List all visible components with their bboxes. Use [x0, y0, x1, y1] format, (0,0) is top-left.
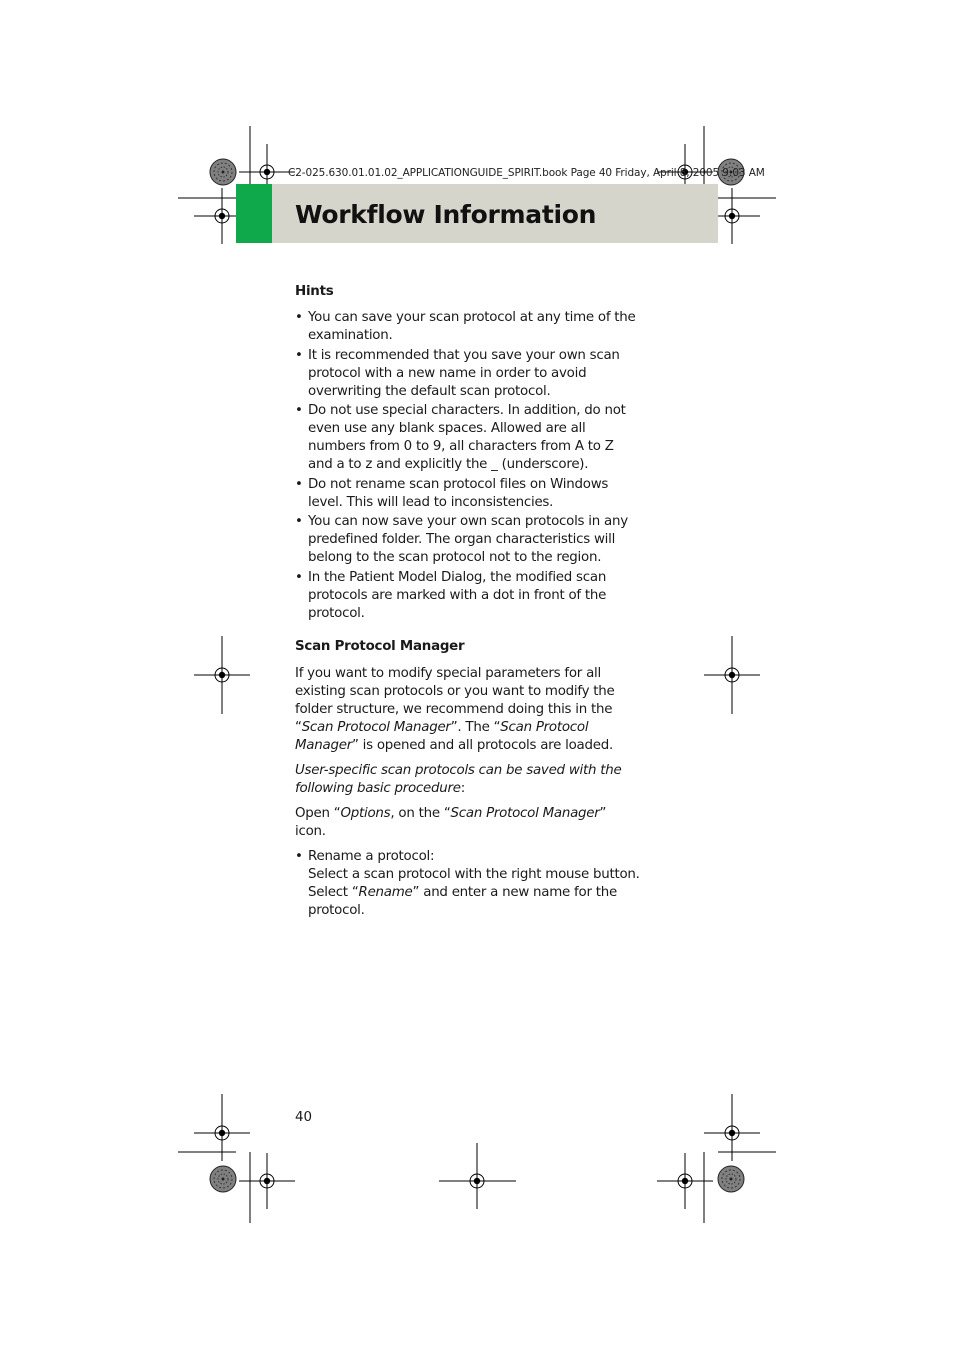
list-item: • In the Patient Model Dialog, the modified scan protocols are marked with a dot in front of the protocol.	[295, 569, 640, 623]
print-slug: C2-025.630.01.01.02_APPLICATIONGUIDE_SPIRIT.book Page 40 Friday, April 8, 2005 9:03 AM	[288, 167, 765, 179]
hints-heading: Hints	[295, 284, 334, 299]
procedure-intro: User-specific scan protocols can be saved with the following basic procedure:	[295, 762, 622, 796]
intro-paragraph: If you want to modify special parameters for all existing scan protocols or you want to modify the folder structure, we recommend doing this in the “Scan Protocol Manager”. The “Scan Protocol Manager” is opened and all protocols are loaded.	[295, 665, 615, 753]
list-item: • Do not rename scan protocol files on Windows level. This will lead to inconsistencies.	[295, 476, 640, 512]
list-item: • Rename a protocol: Select a scan protocol with the right mouse button. Select “Rename” and enter a new name for the protocol.	[295, 848, 640, 920]
hints-list	[295, 309, 640, 623]
registration-crosshair-icon	[704, 1105, 760, 1161]
main-content	[295, 282, 640, 920]
scan-protocol-manager-heading: Scan Protocol Manager	[295, 638, 465, 654]
header-accent-bar	[236, 184, 272, 243]
list-item: • It is recommended that you save your own scan protocol with a new name in order to avoid overwriting the default scan protocol.	[295, 347, 640, 401]
color-target-icon	[718, 1166, 744, 1192]
procedure-list	[295, 848, 640, 920]
page-number: 40	[295, 1110, 313, 1125]
page-title: Workflow Information	[295, 200, 597, 229]
registration-crosshair-icon	[239, 1153, 295, 1209]
registration-crosshair-icon	[657, 1153, 713, 1209]
list-item: • Do not use special characters. In addition, do not even use any blank spaces. Allowed are all numbers from 0 to 9, all characters from A to Z and a to z and explicitly the _ (underscore).	[295, 402, 640, 474]
open-step: Open “Options, on the “Scan Protocol Manager” icon.	[295, 805, 607, 839]
registration-crosshair-icon	[194, 1105, 250, 1161]
color-target-icon	[210, 1166, 236, 1192]
color-target-icon	[210, 159, 236, 185]
list-item: • You can now save your own scan protocols in any predefined folder. The organ characteristics will belong to the scan protocol not to the region.	[295, 513, 640, 567]
list-item: • You can save your scan protocol at any time of the examination.	[295, 309, 640, 345]
